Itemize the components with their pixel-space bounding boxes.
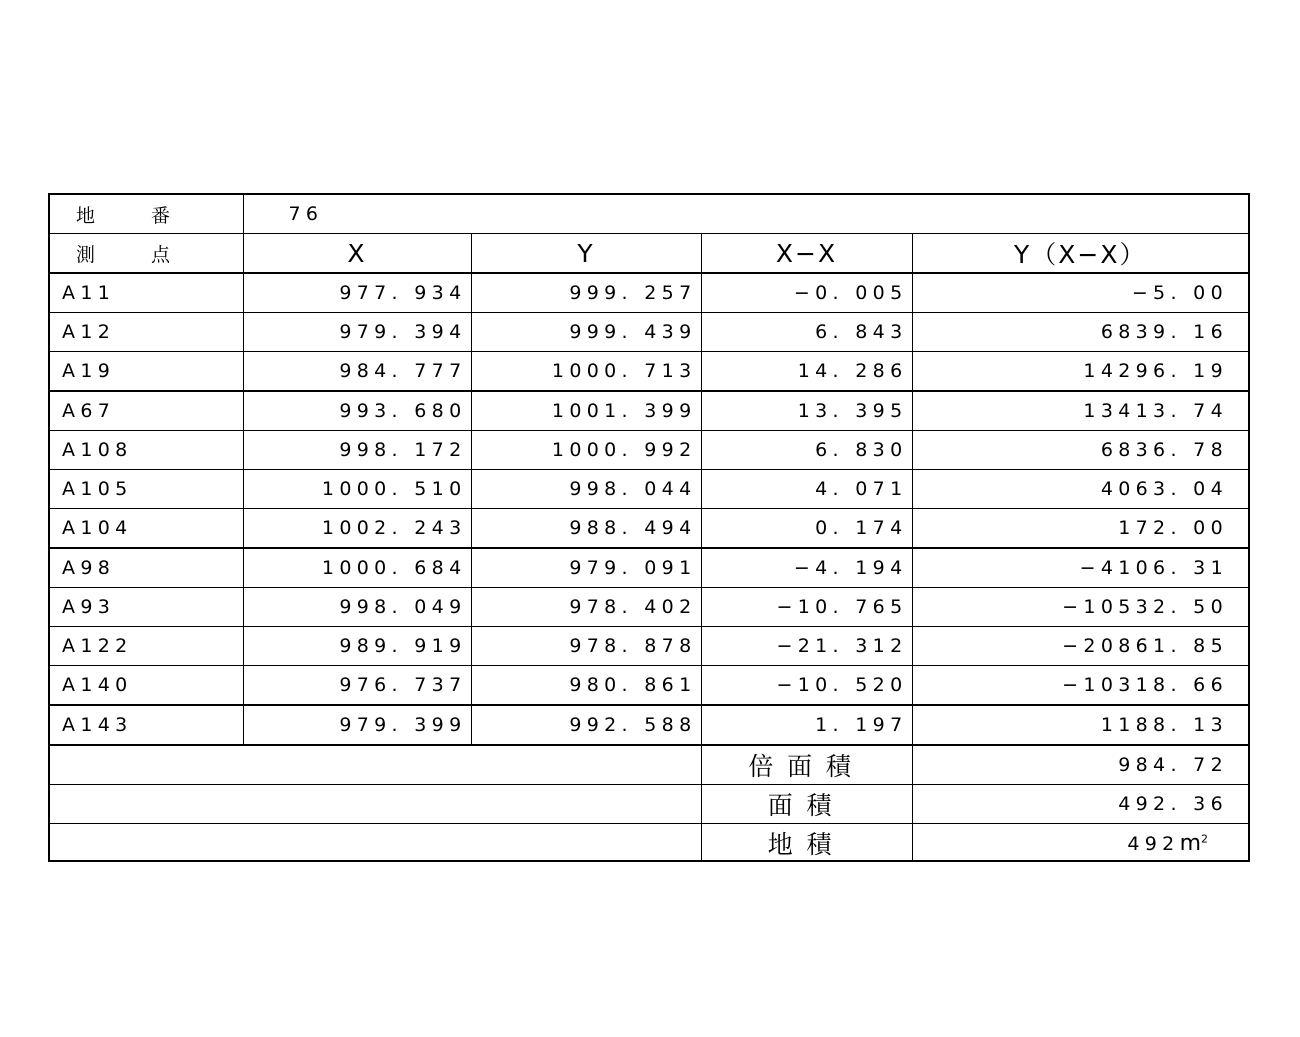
y-product-cell: 4063. 04: [912, 470, 1248, 509]
y-coordinate-cell: 1001. 399: [471, 391, 701, 431]
land-area-row: [50, 824, 1248, 863]
x-difference-cell: 6. 830: [701, 431, 912, 470]
y-coordinate-cell: 978. 402: [471, 588, 701, 627]
y-coordinate-cell: 999. 439: [471, 313, 701, 352]
area-value: 492. 36: [912, 785, 1248, 824]
x-coordinate-cell: 998. 049: [243, 588, 471, 627]
y-product-cell: 1188. 13: [912, 705, 1248, 745]
area-calculation-sheet: [48, 193, 1250, 862]
table-row: [50, 391, 1248, 431]
square-meter-unit: m: [1179, 830, 1201, 856]
x-coordinate-cell: 984. 777: [243, 352, 471, 392]
y-column-header: Y: [471, 234, 701, 274]
table-row: [50, 470, 1248, 509]
survey-point-cell: A93: [50, 588, 243, 627]
x-difference-cell: 14. 286: [701, 352, 912, 392]
y-product-cell: 13413. 74: [912, 391, 1248, 431]
survey-point-cell: A12: [50, 313, 243, 352]
y-product-cell: −10318. 66: [912, 666, 1248, 706]
y-coordinate-cell: 1000. 992: [471, 431, 701, 470]
y-product-cell: −5. 00: [912, 273, 1248, 313]
survey-point-cell: A11: [50, 273, 243, 313]
summary-blank-cell: [50, 745, 701, 785]
y-product-cell: −4106. 31: [912, 548, 1248, 588]
y-product-cell: 14296. 19: [912, 352, 1248, 392]
y-times-x-minus-x-column-header: Y（X−X）: [912, 234, 1248, 274]
double-area-row: [50, 745, 1248, 785]
table-row: [50, 666, 1248, 706]
x-difference-cell: −21. 312: [701, 627, 912, 666]
survey-point-cell: A105: [50, 470, 243, 509]
y-coordinate-cell: 992. 588: [471, 705, 701, 745]
summary-blank-cell: [50, 785, 701, 824]
survey-point-cell: A19: [50, 352, 243, 392]
table-row: [50, 705, 1248, 745]
x-coordinate-cell: 979. 394: [243, 313, 471, 352]
y-coordinate-cell: 978. 878: [471, 627, 701, 666]
double-area-label: 倍面積: [701, 745, 912, 785]
table-row: [50, 548, 1248, 588]
survey-point-cell: A143: [50, 705, 243, 745]
area-calculation-table: [50, 195, 1248, 862]
x-coordinate-cell: 977. 934: [243, 273, 471, 313]
land-area-value: 492: [1127, 832, 1180, 855]
x-difference-cell: −4. 194: [701, 548, 912, 588]
x-coordinate-cell: 979. 399: [243, 705, 471, 745]
x-coordinate-cell: 1000. 684: [243, 548, 471, 588]
lot-number-label: 地 番: [50, 195, 243, 234]
land-area-label: 地積: [701, 824, 912, 863]
x-difference-cell: 1. 197: [701, 705, 912, 745]
column-header-row: [50, 234, 1248, 274]
x-difference-cell: −0. 005: [701, 273, 912, 313]
area-label: 面積: [701, 785, 912, 824]
x-column-header: X: [243, 234, 471, 274]
y-product-cell: 172. 00: [912, 509, 1248, 549]
survey-point-cell: A98: [50, 548, 243, 588]
table-row: [50, 313, 1248, 352]
x-coordinate-cell: 1000. 510: [243, 470, 471, 509]
y-product-cell: 6836. 78: [912, 431, 1248, 470]
x-difference-cell: 6. 843: [701, 313, 912, 352]
x-minus-x-column-header: X−X: [701, 234, 912, 274]
table-row: [50, 273, 1248, 313]
y-coordinate-cell: 988. 494: [471, 509, 701, 549]
table-row: [50, 627, 1248, 666]
lot-number-value: 76: [243, 195, 1248, 234]
x-difference-cell: −10. 520: [701, 666, 912, 706]
y-product-cell: 6839. 16: [912, 313, 1248, 352]
x-coordinate-cell: 989. 919: [243, 627, 471, 666]
land-area-value-cell: [912, 824, 1248, 863]
table-row: [50, 588, 1248, 627]
lot-number-row: [50, 195, 1248, 234]
double-area-value: 984. 72: [912, 745, 1248, 785]
table-row: [50, 431, 1248, 470]
y-coordinate-cell: 979. 091: [471, 548, 701, 588]
summary-blank-cell: [50, 824, 701, 863]
x-coordinate-cell: 998. 172: [243, 431, 471, 470]
table-row: [50, 352, 1248, 392]
x-difference-cell: 4. 071: [701, 470, 912, 509]
area-row: [50, 785, 1248, 824]
survey-point-cell: A67: [50, 391, 243, 431]
x-coordinate-cell: 976. 737: [243, 666, 471, 706]
x-coordinate-cell: 993. 680: [243, 391, 471, 431]
y-product-cell: −20861. 85: [912, 627, 1248, 666]
y-coordinate-cell: 980. 861: [471, 666, 701, 706]
y-coordinate-cell: 999. 257: [471, 273, 701, 313]
y-product-cell: −10532. 50: [912, 588, 1248, 627]
y-coordinate-cell: 1000. 713: [471, 352, 701, 392]
x-difference-cell: 13. 395: [701, 391, 912, 431]
x-difference-cell: −10. 765: [701, 588, 912, 627]
survey-point-cell: A104: [50, 509, 243, 549]
square-meter-exponent: 2: [1201, 832, 1208, 846]
table-row: [50, 509, 1248, 549]
survey-point-cell: A122: [50, 627, 243, 666]
survey-point-cell: A108: [50, 431, 243, 470]
x-difference-cell: 0. 174: [701, 509, 912, 549]
survey-point-header: 測 点: [50, 234, 243, 274]
x-coordinate-cell: 1002. 243: [243, 509, 471, 549]
y-coordinate-cell: 998. 044: [471, 470, 701, 509]
survey-point-cell: A140: [50, 666, 243, 706]
